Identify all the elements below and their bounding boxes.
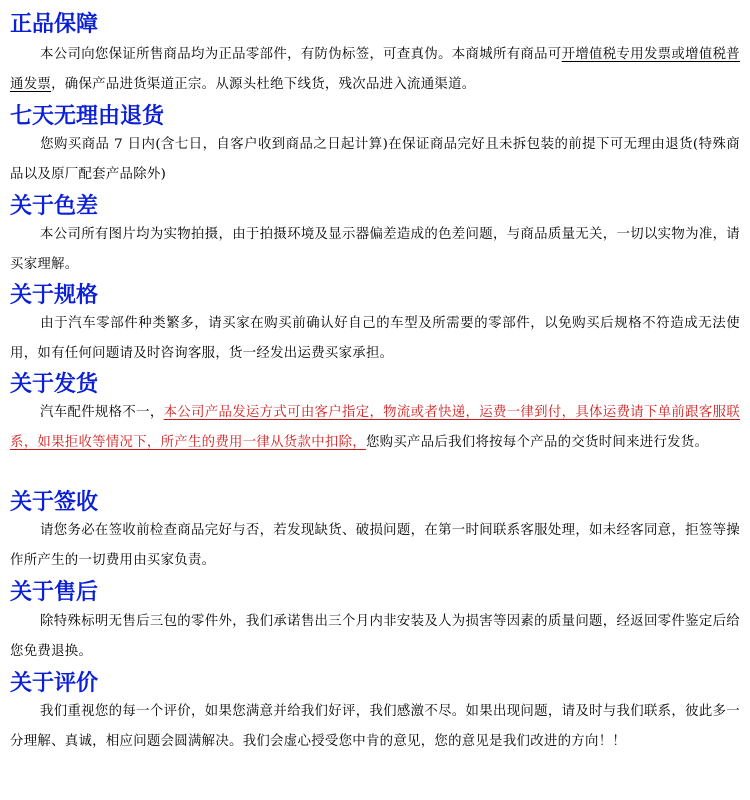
body-text: ，确保产品进货渠道正宗。从源头杜绝下线货，残次品进入流通渠道。 [51, 77, 476, 92]
body-text: 您购买商品 7 日内(含七日，自客户收到商品之日起计算)在保证商品完好且未拆包装的前提下可无理由退货(特殊商品以及原厂配套产品除外) [10, 137, 740, 182]
section-body [10, 309, 740, 369]
body-text: 本公司向您保证所售商品均为正品零部件，有防伪标签，可查真伪。本商城所有商品可 [40, 47, 562, 62]
body-text: 除特殊标明无售后三包的零件外，我们承诺售出三个月内非安装及人为损害等因素的质量问题，经返回零件鉴定后给您免费退换。 [10, 614, 740, 659]
body-text: 您购买产品后我们将按每个产品的交货时间来进行发货。 [365, 435, 709, 450]
section-heading: 正品保障 [10, 12, 99, 37]
shipping-warning: 本公司产品发运方式可由客户指定，物流或者快递，运费一律到付，具体运费请下单前跟客服联系，如果拒收等情况下，所产生的费用一律从货款中扣除， [10, 405, 740, 450]
section-body [10, 220, 740, 280]
section-heading: 关于签收 [10, 490, 99, 515]
section-heading: 关于发货 [10, 372, 99, 397]
section-body [10, 130, 740, 190]
section-body [10, 697, 740, 757]
body-text: 由于汽车零部件种类繁多，请买家在购买前确认好自己的车型及所需要的零部件，以免购买后规格不符造成无法使用，如有任何问题请及时咨询客服，货一经发出运费买家承担。 [10, 316, 740, 361]
body-text: 汽车配件规格不一， [40, 405, 164, 420]
section-body [10, 516, 740, 576]
body-text: 我们重视您的每一个评价，如果您满意并给我们好评，我们感激不尽。如果出现问题，请及时与我们联系，彼此多一分理解、真诚，相应问题会圆满解决。我们会虚心授受您中肯的意见，您的意见是我们改进的方向！！ [10, 704, 740, 749]
section-heading: 关于售后 [10, 580, 99, 605]
section-heading: 关于规格 [10, 283, 99, 308]
body-text: 请您务必在签收前检查商品完好与否，若发现缺货、破损问题，在第一时间联系客服处理，如未经客同意，拒签等操作所产生的一切费用由买家负责。 [10, 523, 740, 568]
invoice-note: 开增值税专用发票或增值税普通发票 [10, 47, 740, 92]
section-heading: 关于色差 [10, 194, 99, 219]
section-heading: 七天无理由退货 [10, 104, 165, 129]
section-body [10, 607, 740, 667]
section-body [10, 398, 740, 458]
section-heading: 关于评价 [10, 671, 99, 696]
body-text: 本公司所有图片均为实物拍摄，由于拍摄环境及显示器偏差造成的色差问题，与商品质量无关，一切以实物为准，请买家理解。 [10, 227, 740, 272]
section-body [10, 40, 740, 100]
